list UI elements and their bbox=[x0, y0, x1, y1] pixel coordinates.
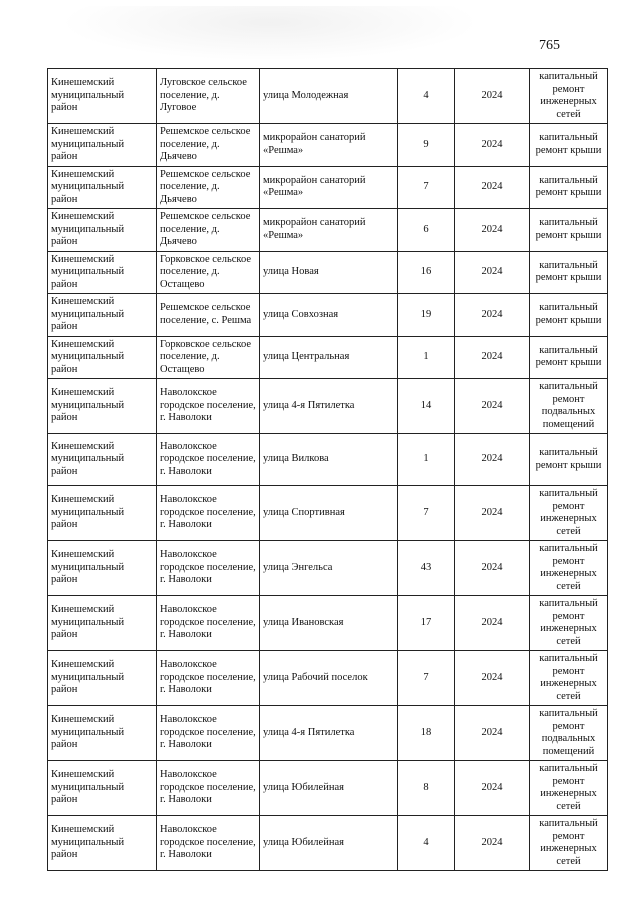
street-cell: улица 4-я Пятилетка bbox=[260, 379, 398, 434]
work-type-cell: капитальный ремонт инженерных сетей bbox=[530, 486, 608, 541]
year-cell: 2024 bbox=[455, 706, 530, 761]
table-row bbox=[48, 761, 608, 816]
settlement-cell: Луговское сельское поселение, д. Луговое bbox=[157, 69, 260, 124]
settlement-cell: Решемское сельское поселение, д. Дьячево bbox=[157, 166, 260, 209]
table-row bbox=[48, 816, 608, 871]
house-number-cell: 18 bbox=[398, 706, 455, 761]
year-cell: 2024 bbox=[455, 166, 530, 209]
table-row bbox=[48, 434, 608, 486]
work-type-cell: капитальный ремонт крыши bbox=[530, 294, 608, 337]
work-type-cell: капитальный ремонт крыши bbox=[530, 209, 608, 252]
work-type-cell: капитальный ремонт инженерных сетей bbox=[530, 541, 608, 596]
district-cell: Кинешемский муниципальный район bbox=[48, 816, 157, 871]
street-cell: микрорайон санаторий «Решма» bbox=[260, 124, 398, 167]
street-cell: улица Юбилейная bbox=[260, 761, 398, 816]
table-body bbox=[48, 69, 608, 871]
district-cell: Кинешемский муниципальный район bbox=[48, 486, 157, 541]
settlement-cell: Наволокское городское поселение, г. Наволоки bbox=[157, 596, 260, 651]
street-cell: улица Ивановская bbox=[260, 596, 398, 651]
year-cell: 2024 bbox=[455, 379, 530, 434]
district-cell: Кинешемский муниципальный район bbox=[48, 166, 157, 209]
street-cell: улица Новая bbox=[260, 251, 398, 294]
settlement-cell: Горковское сельское поселение, д. Остащево bbox=[157, 251, 260, 294]
house-number-cell: 7 bbox=[398, 486, 455, 541]
district-cell: Кинешемский муниципальный район bbox=[48, 596, 157, 651]
district-cell: Кинешемский муниципальный район bbox=[48, 651, 157, 706]
settlement-cell: Решемское сельское поселение, с. Решма bbox=[157, 294, 260, 337]
house-number-cell: 16 bbox=[398, 251, 455, 294]
house-number-cell: 8 bbox=[398, 761, 455, 816]
table-row bbox=[48, 124, 608, 167]
work-type-cell: капитальный ремонт крыши bbox=[530, 166, 608, 209]
district-cell: Кинешемский муниципальный район bbox=[48, 379, 157, 434]
year-cell: 2024 bbox=[455, 434, 530, 486]
work-type-cell: капитальный ремонт подвальных помещений bbox=[530, 379, 608, 434]
work-type-cell: капитальный ремонт инженерных сетей bbox=[530, 761, 608, 816]
year-cell: 2024 bbox=[455, 209, 530, 252]
year-cell: 2024 bbox=[455, 336, 530, 379]
house-number-cell: 1 bbox=[398, 434, 455, 486]
street-cell: улица Спортивная bbox=[260, 486, 398, 541]
table-row bbox=[48, 596, 608, 651]
settlement-cell: Наволокское городское поселение, г. Наволоки bbox=[157, 434, 260, 486]
table-row bbox=[48, 69, 608, 124]
work-type-cell: капитальный ремонт крыши bbox=[530, 336, 608, 379]
year-cell: 2024 bbox=[455, 486, 530, 541]
table-row bbox=[48, 251, 608, 294]
district-cell: Кинешемский муниципальный район bbox=[48, 434, 157, 486]
page-number: 765 bbox=[539, 38, 560, 53]
settlement-cell: Решемское сельское поселение, д. Дьячево bbox=[157, 124, 260, 167]
settlement-cell: Наволокское городское поселение, г. Наволоки bbox=[157, 541, 260, 596]
year-cell: 2024 bbox=[455, 69, 530, 124]
district-cell: Кинешемский муниципальный район bbox=[48, 294, 157, 337]
house-number-cell: 1 bbox=[398, 336, 455, 379]
settlement-cell: Наволокское городское поселение, г. Наволоки bbox=[157, 816, 260, 871]
work-type-cell: капитальный ремонт инженерных сетей bbox=[530, 651, 608, 706]
work-type-cell: капитальный ремонт инженерных сетей bbox=[530, 596, 608, 651]
district-cell: Кинешемский муниципальный район bbox=[48, 541, 157, 596]
house-number-cell: 9 bbox=[398, 124, 455, 167]
year-cell: 2024 bbox=[455, 294, 530, 337]
year-cell: 2024 bbox=[455, 124, 530, 167]
street-cell: улица Энгельса bbox=[260, 541, 398, 596]
district-cell: Кинешемский муниципальный район bbox=[48, 706, 157, 761]
settlement-cell: Наволокское городское поселение, г. Наволоки bbox=[157, 651, 260, 706]
house-number-cell: 14 bbox=[398, 379, 455, 434]
street-cell: улица Рабочий поселок bbox=[260, 651, 398, 706]
work-type-cell: капитальный ремонт подвальных помещений bbox=[530, 706, 608, 761]
table-row bbox=[48, 294, 608, 337]
settlement-cell: Наволокское городское поселение, г. Наволоки bbox=[157, 486, 260, 541]
work-type-cell: капитальный ремонт крыши bbox=[530, 434, 608, 486]
year-cell: 2024 bbox=[455, 596, 530, 651]
year-cell: 2024 bbox=[455, 761, 530, 816]
house-number-cell: 43 bbox=[398, 541, 455, 596]
house-number-cell: 17 bbox=[398, 596, 455, 651]
street-cell: микрорайон санаторий «Решма» bbox=[260, 209, 398, 252]
settlement-cell: Наволокское городское поселение, г. Наволоки bbox=[157, 379, 260, 434]
year-cell: 2024 bbox=[455, 541, 530, 596]
street-cell: микрорайон санаторий «Решма» bbox=[260, 166, 398, 209]
year-cell: 2024 bbox=[455, 251, 530, 294]
table-row bbox=[48, 336, 608, 379]
district-cell: Кинешемский муниципальный район bbox=[48, 69, 157, 124]
table-row bbox=[48, 706, 608, 761]
table-row bbox=[48, 379, 608, 434]
scan-noise bbox=[60, 6, 480, 61]
table-row bbox=[48, 166, 608, 209]
work-type-cell: капитальный ремонт крыши bbox=[530, 124, 608, 167]
district-cell: Кинешемский муниципальный район bbox=[48, 251, 157, 294]
table-row bbox=[48, 651, 608, 706]
table-row bbox=[48, 486, 608, 541]
settlement-cell: Решемское сельское поселение, д. Дьячево bbox=[157, 209, 260, 252]
district-cell: Кинешемский муниципальный район bbox=[48, 209, 157, 252]
district-cell: Кинешемский муниципальный район bbox=[48, 761, 157, 816]
house-number-cell: 7 bbox=[398, 166, 455, 209]
work-type-cell: капитальный ремонт инженерных сетей bbox=[530, 816, 608, 871]
street-cell: улица Центральная bbox=[260, 336, 398, 379]
work-type-cell: капитальный ремонт крыши bbox=[530, 251, 608, 294]
house-number-cell: 4 bbox=[398, 816, 455, 871]
year-cell: 2024 bbox=[455, 816, 530, 871]
district-cell: Кинешемский муниципальный район bbox=[48, 336, 157, 379]
house-number-cell: 19 bbox=[398, 294, 455, 337]
house-number-cell: 4 bbox=[398, 69, 455, 124]
settlement-cell: Наволокское городское поселение, г. Наволоки bbox=[157, 706, 260, 761]
settlement-cell: Горковское сельское поселение, д. Остащево bbox=[157, 336, 260, 379]
house-number-cell: 7 bbox=[398, 651, 455, 706]
street-cell: улица Вилкова bbox=[260, 434, 398, 486]
housing-repair-table bbox=[47, 68, 608, 871]
street-cell: улица Юбилейная bbox=[260, 816, 398, 871]
work-type-cell: капитальный ремонт инженерных сетей bbox=[530, 69, 608, 124]
street-cell: улица 4-я Пятилетка bbox=[260, 706, 398, 761]
settlement-cell: Наволокское городское поселение, г. Наволоки bbox=[157, 761, 260, 816]
table-row bbox=[48, 209, 608, 252]
street-cell: улица Молодежная bbox=[260, 69, 398, 124]
house-number-cell: 6 bbox=[398, 209, 455, 252]
street-cell: улица Совхозная bbox=[260, 294, 398, 337]
year-cell: 2024 bbox=[455, 651, 530, 706]
district-cell: Кинешемский муниципальный район bbox=[48, 124, 157, 167]
table-row bbox=[48, 541, 608, 596]
